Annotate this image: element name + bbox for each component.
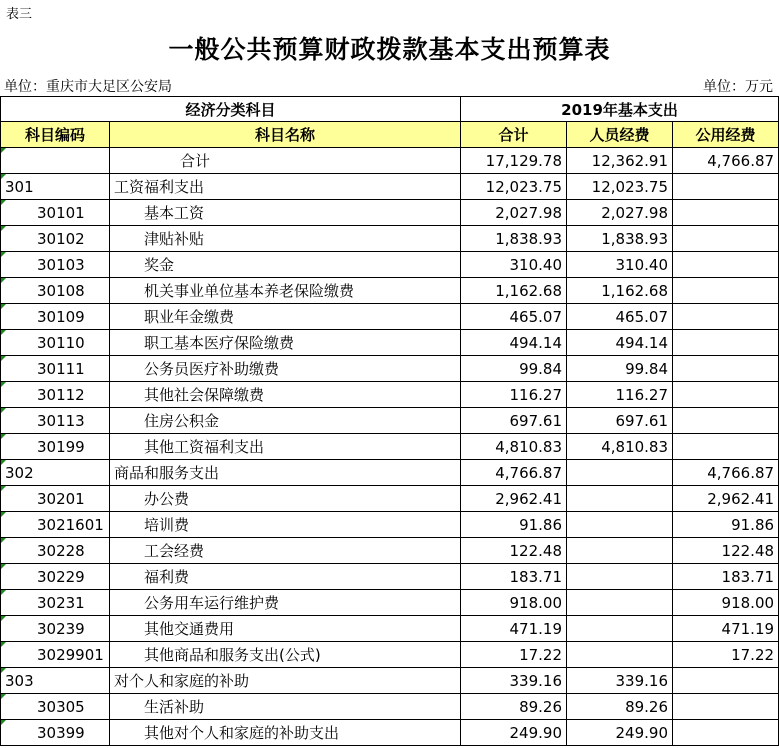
header-personnel: 人员经费 [567,122,673,148]
cell-public [673,382,779,408]
cell-public [673,304,779,330]
table-row [1,486,779,512]
cell-code-text: 30109 [37,307,85,326]
cell-public [673,720,779,746]
cell-total: 4,810.83 [461,434,567,460]
cell-personnel [567,486,673,512]
budget-table [0,96,779,746]
cell-code [1,642,110,668]
cell-personnel: 697.61 [567,408,673,434]
cell-personnel: 2,027.98 [567,200,673,226]
cell-public: 122.48 [673,538,779,564]
cell-public [673,330,779,356]
cell-code-text: 30239 [37,619,85,638]
cell-flag-icon [1,330,6,335]
cell-code [1,616,110,642]
header-code: 科目编码 [1,122,110,148]
cell-code [1,148,110,174]
cell-flag-icon [1,668,6,673]
cell-total: 465.07 [461,304,567,330]
cell-code [1,278,110,304]
cell-name: 职业年金缴费 [110,304,461,330]
cell-flag-icon [1,382,6,387]
cell-total: 99.84 [461,356,567,382]
cell-total: 918.00 [461,590,567,616]
cell-public [673,200,779,226]
cell-total: 116.27 [461,382,567,408]
cell-name: 津贴补贴 [110,226,461,252]
cell-flag-icon [1,538,6,543]
cell-total: 17,129.78 [461,148,567,174]
cell-name: 职工基本医疗保险缴费 [110,330,461,356]
table-row [1,304,779,330]
cell-public: 4,766.87 [673,148,779,174]
cell-total: 2,962.41 [461,486,567,512]
table-row [1,460,779,486]
cell-flag-icon [1,226,6,231]
cell-name: 机关事业单位基本养老保险缴费 [110,278,461,304]
cell-name: 工资福利支出 [110,174,461,200]
cell-code [1,200,110,226]
cell-public: 918.00 [673,590,779,616]
cell-flag-icon [1,564,6,569]
cell-name: 生活补助 [110,694,461,720]
cell-code-text: 30111 [37,359,85,378]
table-row [1,408,779,434]
table-row [1,200,779,226]
cell-flag-icon [1,590,6,595]
cell-personnel: 12,362.91 [567,148,673,174]
cell-total: 310.40 [461,252,567,278]
cell-total: 89.26 [461,694,567,720]
cell-personnel: 99.84 [567,356,673,382]
cell-name: 公务用车运行维护费 [110,590,461,616]
table-row [1,226,779,252]
cell-code-text: 30229 [37,567,85,586]
cell-public [673,408,779,434]
cell-public [673,174,779,200]
header-row-group [1,97,779,122]
cell-code-text: 30110 [37,333,85,352]
table-row [1,252,779,278]
cell-flag-icon [1,408,6,413]
cell-public [673,434,779,460]
cell-personnel: 12,023.75 [567,174,673,200]
cell-flag-icon [1,174,6,179]
cell-name: 福利费 [110,564,461,590]
cell-flag-icon [1,252,6,257]
cell-flag-icon [1,512,6,517]
cell-code [1,382,110,408]
cell-total: 1,162.68 [461,278,567,304]
cell-name: 对个人和家庭的补助 [110,668,461,694]
cell-code [1,304,110,330]
table-tag: 表三 [6,7,33,22]
cell-personnel [567,538,673,564]
cell-code [1,174,110,200]
table-row [1,512,779,538]
cell-code-text: 30201 [37,489,85,508]
cell-public [673,668,779,694]
table-row [1,720,779,746]
header-public: 公用经费 [673,122,779,148]
cell-name: 奖金 [110,252,461,278]
unit-currency: 单位：万元 [703,79,773,95]
cell-flag-icon [1,356,6,361]
cell-code-text: 30113 [37,411,85,430]
cell-personnel [567,616,673,642]
header-group-year: 2019年基本支出 [461,97,779,122]
cell-code [1,356,110,382]
table-row [1,356,779,382]
cell-personnel: 310.40 [567,252,673,278]
cell-flag-icon [1,278,6,283]
cell-name: 工会经费 [110,538,461,564]
cell-code-text: 30231 [37,593,85,612]
cell-code-text: 303 [5,671,34,690]
cell-public [673,226,779,252]
cell-personnel: 339.16 [567,668,673,694]
cell-flag-icon [1,200,6,205]
cell-code-text: 30228 [37,541,85,560]
cell-personnel [567,512,673,538]
cell-code [1,408,110,434]
cell-public [673,356,779,382]
table-row [1,616,779,642]
cell-code-text: 30305 [37,697,85,716]
cell-flag-icon [1,694,6,699]
cell-flag-icon [1,148,6,153]
cell-name: 其他工资福利支出 [110,434,461,460]
cell-code-text: 3021601 [37,515,104,534]
table-row [1,382,779,408]
cell-code-text: 30108 [37,281,85,300]
cell-public: 183.71 [673,564,779,590]
cell-code [1,486,110,512]
cell-personnel [567,642,673,668]
cell-flag-icon [1,616,6,621]
unit-organization: 单位：重庆市大足区公安局 [4,79,172,95]
cell-personnel: 1,838.93 [567,226,673,252]
cell-code-text: 30102 [37,229,85,248]
cell-total: 494.14 [461,330,567,356]
table-row [1,694,779,720]
cell-personnel: 89.26 [567,694,673,720]
cell-total: 339.16 [461,668,567,694]
cell-total: 249.90 [461,720,567,746]
cell-code-text: 30199 [37,437,85,456]
page-title: 一般公共预算财政拨款基本支出预算表 [168,35,611,64]
cell-name: 其他商品和服务支出(公式) [110,642,461,668]
cell-name: 培训费 [110,512,461,538]
cell-public [673,278,779,304]
header-name: 科目名称 [110,122,461,148]
cell-name: 合计 [110,148,461,174]
cell-code-text: 301 [5,177,34,196]
cell-total: 1,838.93 [461,226,567,252]
cell-code [1,668,110,694]
cell-name: 其他交通费用 [110,616,461,642]
cell-flag-icon [1,642,6,647]
cell-total: 17.22 [461,642,567,668]
cell-public: 91.86 [673,512,779,538]
cell-flag-icon [1,486,6,491]
cell-total: 12,023.75 [461,174,567,200]
cell-name: 基本工资 [110,200,461,226]
cell-personnel: 249.90 [567,720,673,746]
cell-personnel: 465.07 [567,304,673,330]
cell-personnel [567,590,673,616]
cell-name: 公务员医疗补助缴费 [110,356,461,382]
cell-code-text: 3029901 [37,645,104,664]
cell-personnel: 4,810.83 [567,434,673,460]
cell-code [1,226,110,252]
header-total: 合计 [461,122,567,148]
cell-personnel: 494.14 [567,330,673,356]
cell-personnel [567,564,673,590]
table-row [1,668,779,694]
cell-name: 办公费 [110,486,461,512]
table-row [1,590,779,616]
header-row-columns [1,122,779,148]
cell-total: 183.71 [461,564,567,590]
cell-flag-icon [1,304,6,309]
header-group-economic: 经济分类科目 [1,97,461,122]
cell-name: 商品和服务支出 [110,460,461,486]
cell-code [1,564,110,590]
cell-name: 住房公积金 [110,408,461,434]
table-row [1,330,779,356]
cell-personnel: 116.27 [567,382,673,408]
cell-code [1,434,110,460]
cell-name: 其他对个人和家庭的补助支出 [110,720,461,746]
table-row [1,278,779,304]
table-row [1,564,779,590]
cell-public [673,694,779,720]
cell-code [1,512,110,538]
cell-code-text: 30399 [37,723,85,742]
cell-personnel [567,460,673,486]
cell-flag-icon [1,720,6,725]
cell-code [1,590,110,616]
cell-public: 2,962.41 [673,486,779,512]
cell-total: 91.86 [461,512,567,538]
cell-total: 2,027.98 [461,200,567,226]
cell-code [1,720,110,746]
cell-public [673,252,779,278]
cell-total: 122.48 [461,538,567,564]
cell-code-text: 30101 [37,203,85,222]
cell-name: 其他社会保障缴费 [110,382,461,408]
cell-code [1,252,110,278]
cell-code [1,538,110,564]
cell-code [1,330,110,356]
cell-public: 471.19 [673,616,779,642]
cell-code [1,694,110,720]
table-row [1,174,779,200]
cell-flag-icon [1,434,6,439]
table-row [1,642,779,668]
table-row [1,434,779,460]
total-row [1,148,779,174]
cell-code-text: 30112 [37,385,85,404]
cell-code-text: 302 [5,463,34,482]
cell-total: 471.19 [461,616,567,642]
cell-code [1,460,110,486]
cell-public: 4,766.87 [673,460,779,486]
table-row [1,538,779,564]
cell-flag-icon [1,460,6,465]
cell-code-text: 30103 [37,255,85,274]
cell-public: 17.22 [673,642,779,668]
cell-total: 697.61 [461,408,567,434]
cell-total: 4,766.87 [461,460,567,486]
cell-personnel: 1,162.68 [567,278,673,304]
